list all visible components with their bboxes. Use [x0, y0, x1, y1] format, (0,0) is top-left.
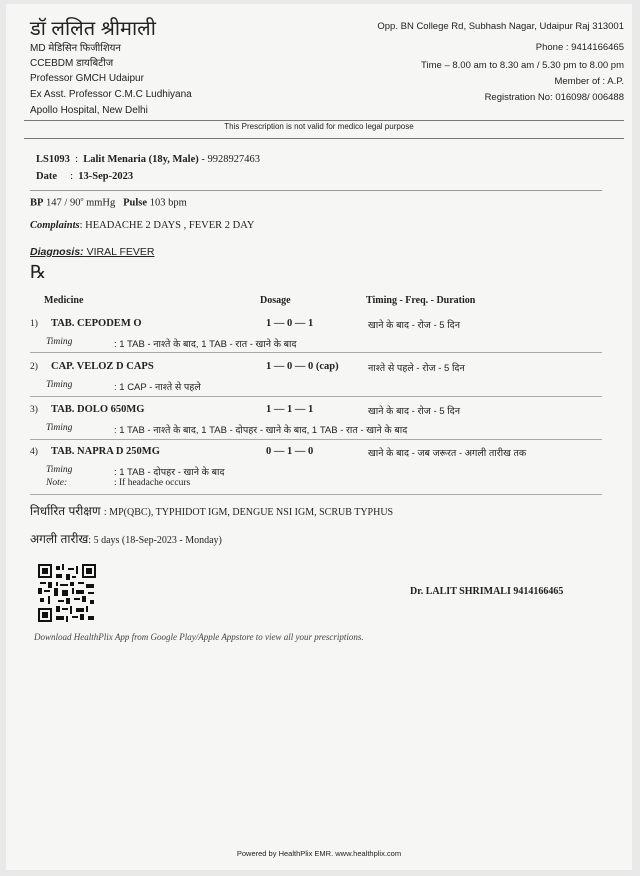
qualification-line: Professor GMCH Udaipur [30, 73, 144, 84]
membership: Member of : A.P. [554, 76, 624, 87]
patient-line: LS1093 : Lalit Menaria (18y, Male) - 9928927463 [36, 154, 260, 165]
clinic-timing: Time – 8.00 am to 8.30 am / 5.30 pm to 8.00 pm [421, 60, 624, 71]
patient-divider [30, 190, 602, 191]
medicine-name: CAP. VELOZ D CAPS [51, 361, 154, 372]
qualification-line: MD मेडिसिन फिजीशियन [30, 43, 121, 54]
medicine-frequency: खाने के बाद - जब जरूरत - अगली तारीख तक [368, 448, 527, 459]
note-label: Note: [46, 478, 68, 488]
medicine-name: TAB. NAPRA D 250MG [51, 446, 160, 457]
timing-label: Timing [46, 380, 73, 390]
pulse-value: 103 bpm [149, 197, 187, 209]
timing-label: Timing [46, 423, 73, 433]
followup-label: अगली तारीख [30, 532, 89, 546]
complaints-text: : HEADACHE 2 DAYS , FEVER 2 DAY [79, 220, 255, 231]
medicine-dosage: 0 — 1 — 0 [266, 446, 314, 457]
row-divider [30, 439, 602, 440]
pulse-label: Pulse [123, 197, 148, 209]
prescription-paper [6, 4, 632, 870]
patient-id: LS1093 [36, 154, 70, 165]
medicine-dosage: 1 — 0 — 1 [266, 318, 314, 329]
doctor-signature-name: Dr. LALIT SHRIMALI 9414166465 [410, 586, 564, 597]
tests-label: निर्धारित परीक्षण [30, 504, 101, 518]
patient-name: Lalit Menaria (18y, Male) [83, 154, 199, 165]
medicine-name: TAB. DOLO 650MG [51, 404, 145, 415]
complaints-label: Complaints [30, 220, 80, 231]
bp-value: 147 / 90 [46, 197, 81, 209]
qualification-line: Ex Asst. Professor C.M.C Ludhiyana [30, 89, 192, 100]
prescription-date: 13-Sep-2023 [78, 171, 134, 182]
legal-notice: This Prescription is not valid for medico legal purpose [224, 122, 414, 131]
medicine-number: 1) [30, 319, 38, 329]
row-divider [30, 396, 602, 397]
dosage-header: Dosage [260, 295, 291, 306]
diagnosis-label: Diagnosis: [30, 246, 84, 258]
medicine-frequency: नाश्ते से पहले - रोज - 5 दिन [368, 363, 465, 374]
timing-detail: : 1 CAP - नाश्ते से पहले [114, 382, 201, 393]
row-divider [30, 352, 602, 353]
header-divider [24, 120, 624, 121]
download-app-text: Download HealthPlix App from Google Play/Apple Appstore to view all your prescriptions. [34, 632, 364, 642]
medicine-dosage: 1 — 1 — 1 [266, 404, 314, 415]
tests-line [30, 502, 393, 519]
medicine-number: 3) [30, 405, 38, 415]
medicine-number: 2) [30, 362, 38, 372]
clinic-phone: Phone : 9414166465 [535, 42, 624, 53]
row-divider [30, 494, 602, 495]
medicine-frequency: खाने के बाद - रोज - 5 दिन [368, 320, 460, 331]
rx-symbol: ℞ [30, 262, 47, 282]
timing-detail: : 1 TAB - नाश्ते के बाद, 1 TAB - रात - खाने के बाद [114, 339, 297, 350]
qr-code [38, 564, 96, 622]
footer-powered-by: Powered by HealthPlix EMR. www.healthplix.com [236, 849, 402, 858]
timing-detail: : 1 TAB - दोपहर - खाने के बाद [114, 467, 225, 478]
complaints-line [30, 220, 254, 231]
followup-text: : 5 days (18-Sep-2023 - Monday) [88, 535, 222, 546]
date-label: Date [36, 171, 57, 182]
clinic-address: Opp. BN College Rd, Subhash Nagar, Udaipur Raj 313001 [377, 21, 624, 32]
timing-label: Timing [46, 337, 73, 347]
bp-unit: mmHg [86, 197, 116, 209]
qualification-line: CCEBDM डायबिटीज [30, 58, 114, 69]
medicine-number: 4) [30, 447, 38, 457]
medicine-dosage: 1 — 0 — 0 (cap) [266, 361, 339, 372]
timing-label: Timing [46, 465, 73, 475]
timing-header: Timing - Freq. - Duration [366, 295, 476, 306]
note-detail: : If headache occurs [114, 478, 191, 488]
followup-line [30, 530, 222, 547]
diagnosis-line [30, 246, 155, 258]
medicine-header: Medicine [44, 295, 84, 306]
patient-phone: 9928927463 [207, 154, 260, 165]
diagnosis-text: VIRAL FEVER [86, 246, 155, 258]
vitals-line: BP 147 / 90$^o$ mmHg Pulse 103 bpm [30, 197, 187, 209]
notice-divider [24, 138, 624, 139]
medicine-frequency: खाने के बाद - रोज - 5 दिन [368, 406, 460, 417]
medicine-name: TAB. CEPODEM O [51, 318, 142, 329]
date-line: Date : 13-Sep-2023 [36, 171, 134, 182]
tests-text: : MP(QBC), TYPHIDOT IGM, DENGUE NSI IGM, SCRUB TYPHUS [103, 507, 394, 518]
timing-detail: : 1 TAB - नाश्ते के बाद, 1 TAB - दोपहर - खाने के बाद, 1 TAB - रात - खाने के बाद [114, 425, 408, 436]
registration-number: Registration No: 016098/ 006488 [484, 92, 624, 103]
qualification-line: Apollo Hospital, New Delhi [30, 105, 148, 116]
doctor-name-hindi: डॉ ललित श्रीमाली [30, 18, 156, 40]
bp-label: BP [30, 197, 44, 209]
